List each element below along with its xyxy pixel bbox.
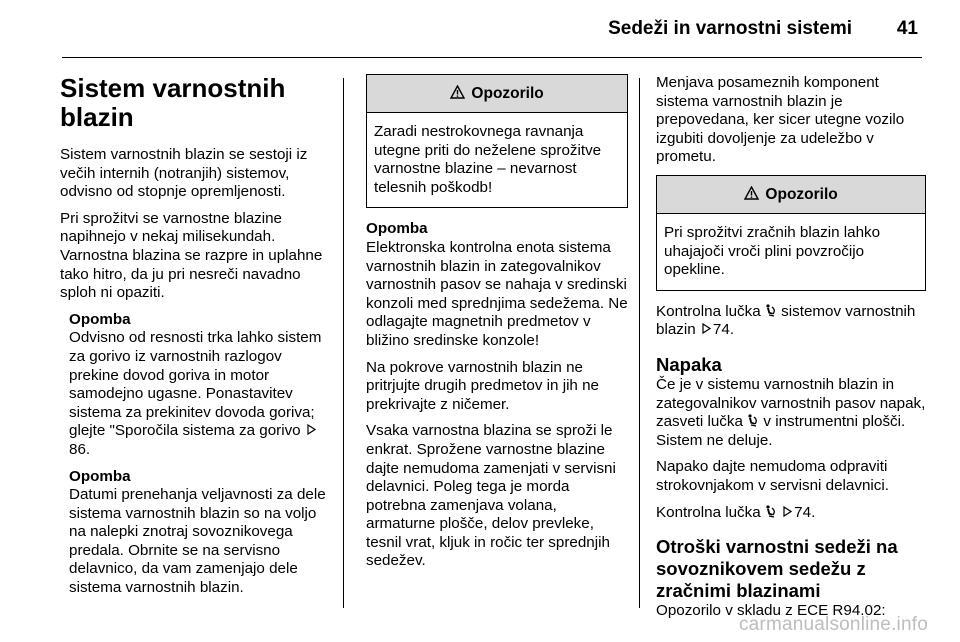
page-reference-icon [783,504,792,523]
note-title: Opomba [366,220,428,238]
column-3 [656,74,926,629]
airbag-lamp-icon [765,304,777,317]
column-2 [366,74,628,579]
paragraph: Na pokrove varnostnih blazin ne pritrjujte drugih predmetov in jih ne prekrivajte z ničemer. [366,358,599,413]
column-1 [60,74,332,606]
warning-text: Zaradi nestrokovnega ravnanja utegne priti do neželene sprožitve varnostne blazine – nevarnost telesnih poškodb! [374,123,602,196]
warning-header: Opozorilo [367,75,627,113]
paragraph: Kontrolna lučka sistemov varnostnih blazin 74. [656,302,916,339]
paragraph: Opozorilo v skladu z ECE R94.02: [656,602,886,620]
warning-text: Pri sprožitvi zračnih blazin lahko uhajajoči vroči plini povzročijo opekline. [664,223,881,279]
page-reference-icon [702,321,711,340]
page-header [0,0,960,60]
section-heading: Sistem varnostnih blazin [60,73,286,132]
subsection-heading: Napaka [656,353,722,375]
airbag-lamp-icon [765,505,777,518]
note-title: Opomba [69,310,131,328]
page-reference-icon [307,422,316,441]
note-title: Opomba [69,467,131,485]
warning-triangle-icon [744,186,763,203]
note-block [69,311,332,460]
warning-header: Opozorilo [657,176,925,214]
header-title: Sedeži in varnostni sistemi [608,18,852,39]
header-rule [62,57,922,58]
subsection-heading: Otroški varnostni sedeži na sovoznikovem sedežu z zračnimi blazinami [656,536,898,602]
note-text: Odvisno od resnosti trka lahko sistem za gorivo iz varnostnih razlogov prekine dovod goriva in motor samodejno ugasne. Ponastavitev sistema za prekinitev dovoda goriva; glejte "Sporočila sistema za gorivo 86. [69,329,322,458]
note-block [69,468,332,598]
warning-box [366,74,628,208]
paragraph: Sistem varnostnih blazin se sestoji iz večih internih (notranjih) sistemov, odvisno od stopnje opremljenosti. [60,146,308,201]
page-number: 41 [896,18,918,39]
paragraph: Menjava posameznih komponent sistema varnostnih blazin je prepovedana, ker sicer utegne vozilo izgubiti dovoljenje za udeležbo v prometu. [656,74,905,166]
note-text: Elektronska kontrolna enota sistema varnostnih blazin in zategovalnikov varnostnih pasov se nahaja v sredinski konzoli med sprednjima sedežema. Ne odlagajte magnetnih predmetov v bližino sredinske konzole! [366,238,628,349]
paragraph: Pri sprožitvi se varnostne blazine napihnejo v nekaj milisekundah. Varnostna blazina se razpre in uplahne tako hitro, da ju pri nesreči navadno sploh ni opaziti. [60,209,323,302]
airbag-lamp-icon [747,414,759,427]
paragraph: Kontrolna lučka 74. [656,503,816,521]
note-text: Datumi prenehanja veljavnosti za dele sistema varnostnih blazin so na voljo na nalepki znotraj sovoznikovega predala. Obrnite se na servisno delavnico, da vam zamenjajo dele sistema varnostnih blazin. [69,486,326,597]
paragraph: Napako dajte nemudoma odpraviti strokovnjakom v servisni delavnici. [656,458,889,494]
paragraph: Vsaka varnostna blazina se sproži le enkrat. Sprožene varnostne blazine dajte nemudoma zamenjati v servisni delavnici. Poleg tega je morda potrebna zamenjava volana, armaturne plošče, delov prevleke, tesnil vrat, kljuk in ročic ter sprednjih sedežev. [366,422,616,570]
paragraph: Če je v sistemu varnostnih blazin in zategovalnikov varnostnih pasov napak, zasveti lučka v instrumentni plošči. Sistem ne deluje. [656,375,926,449]
column-divider-2 [639,78,640,608]
warning-box [656,175,926,291]
warning-triangle-icon [450,85,469,102]
column-divider-1 [343,78,344,608]
watermark: carmanualsonline.info [738,614,928,635]
